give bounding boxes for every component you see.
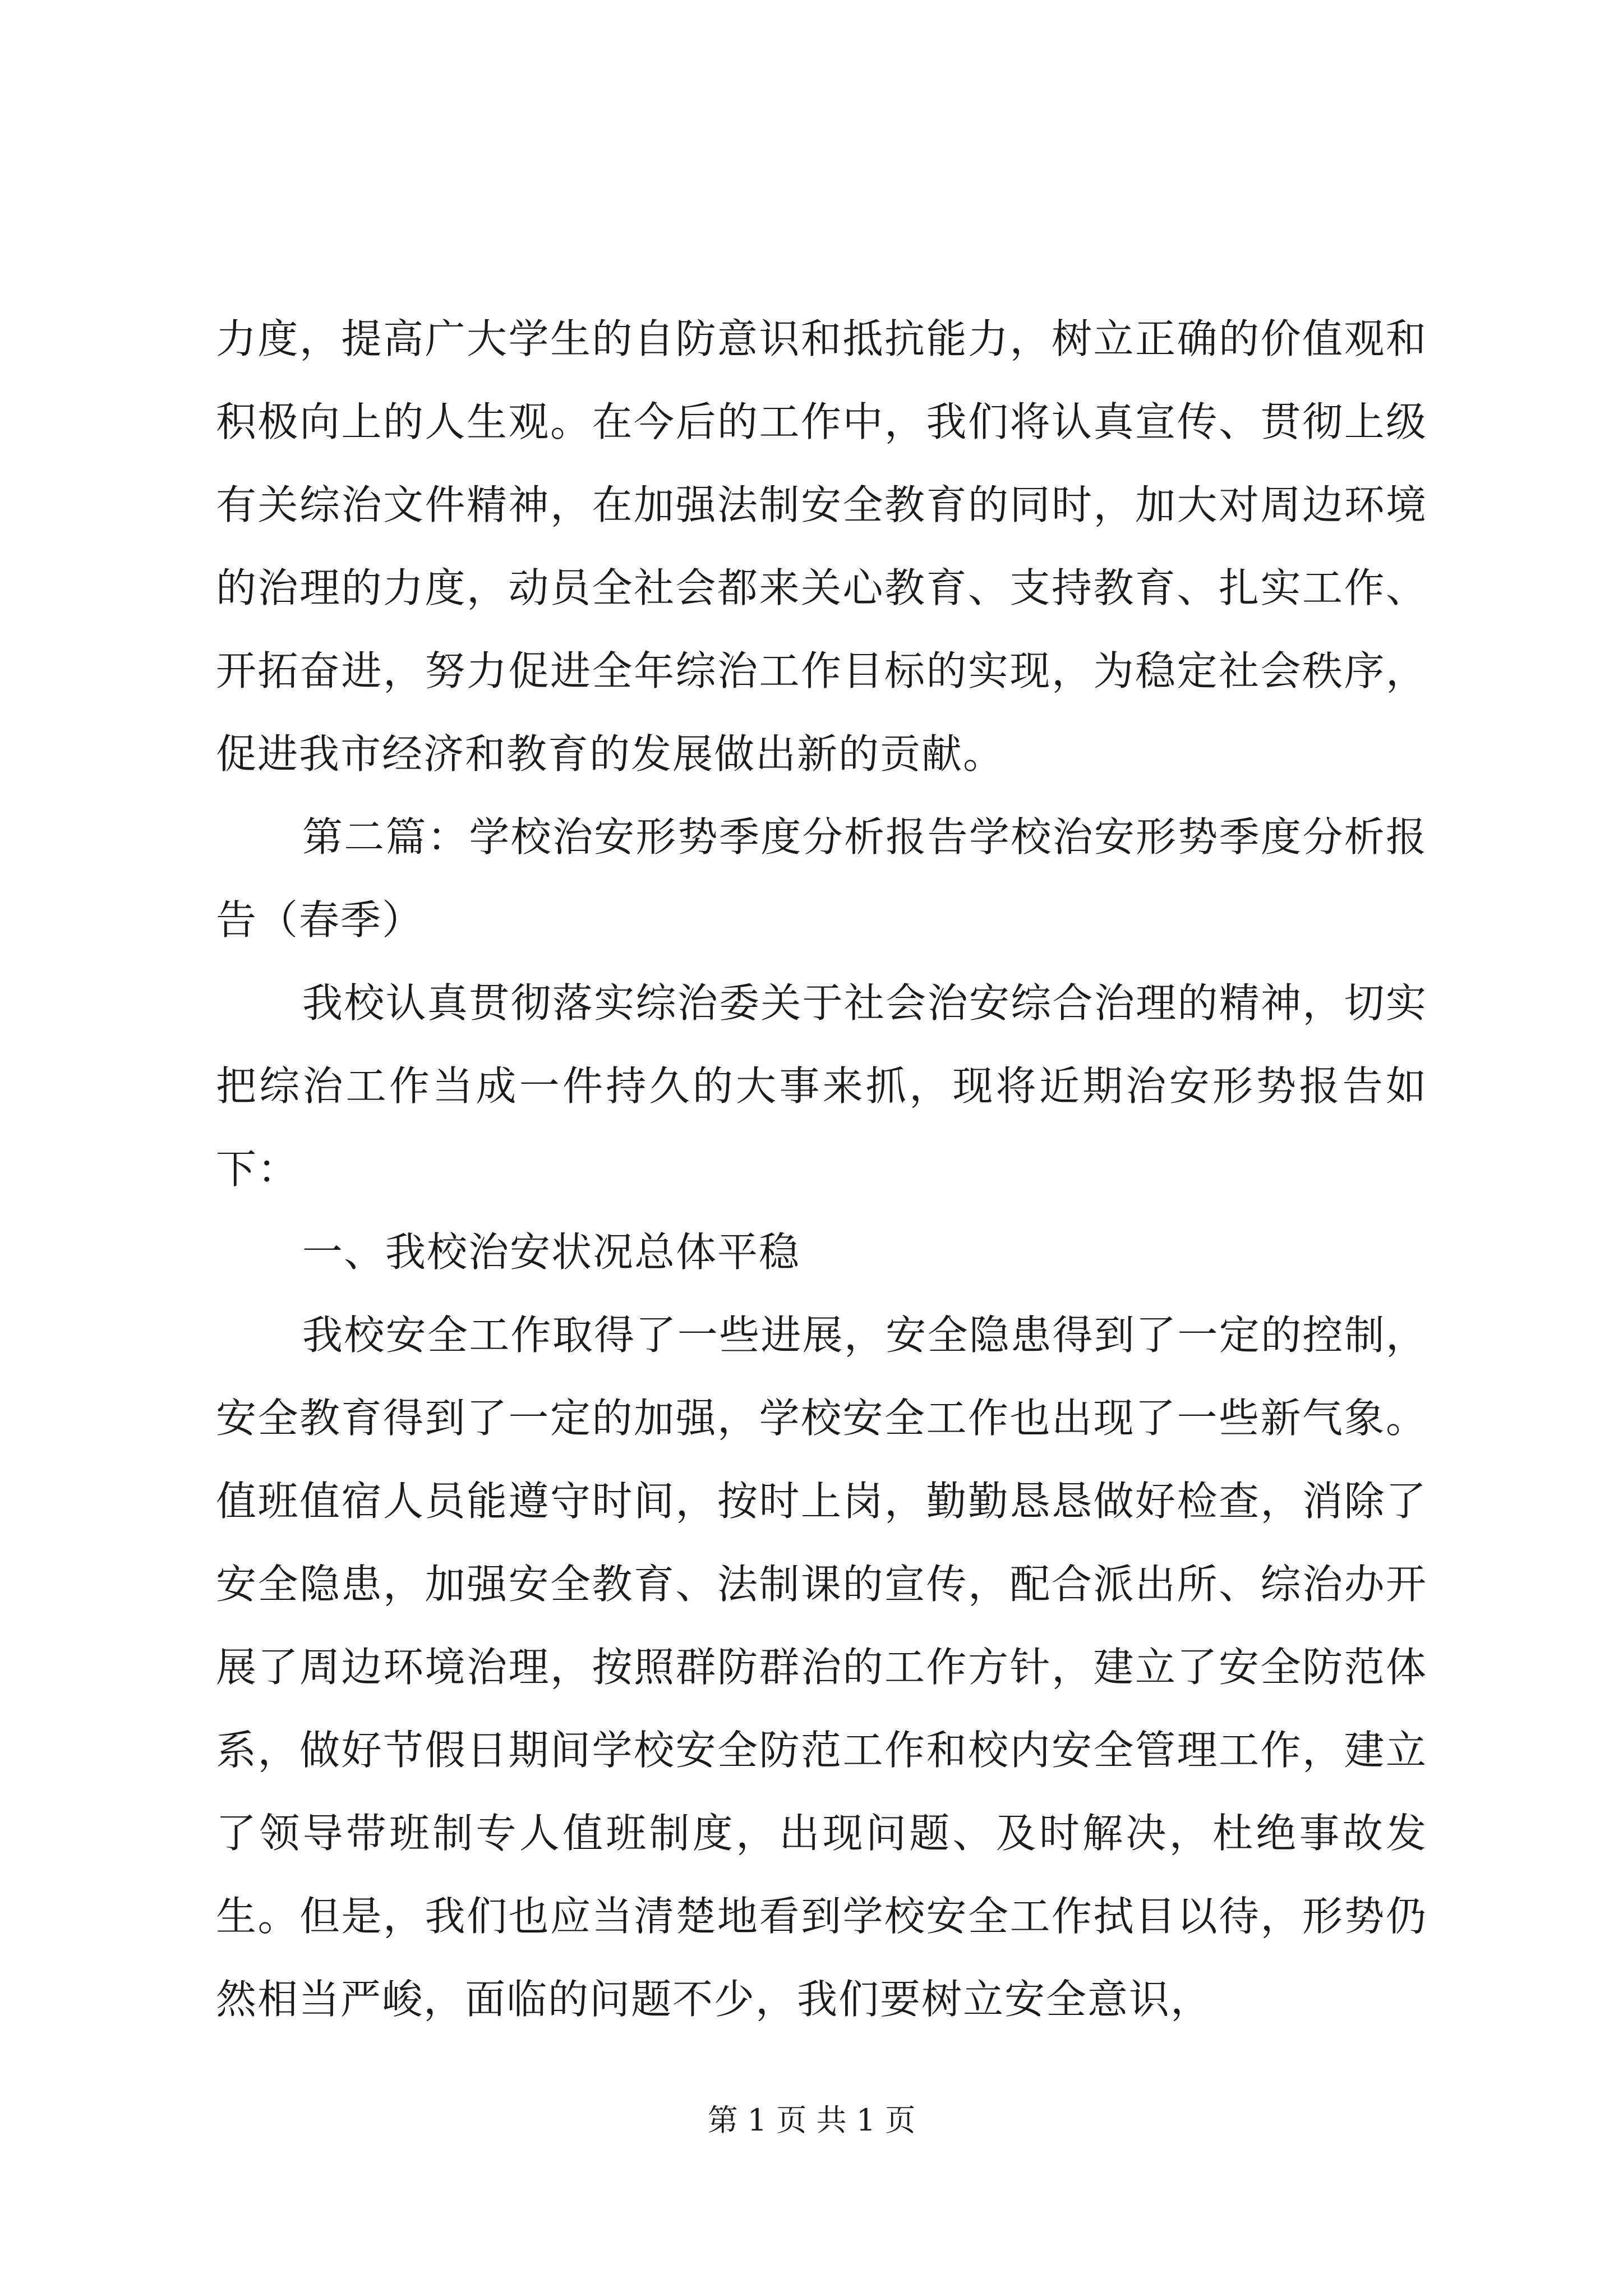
paragraph-security-progress: 我校安全工作取得了一些进展，安全隐患得到了一定的控制，安全教育得到了一定的加强，学校安全工作也出现了一些新气象。值班值宿人员能遵守时间，按时上岗，勤勤恳恳做好检查，消除了安全隐患，加强安全教育、法制课的宣传，配合派出所、综治办开展了周边环境治理，按照群防群治的工作方针，建立了安全防范体系，做好节假日期间学校安全防范工作和校内安全管理工作，建立了领导带班制专人值班制度，出现问题、及时解决，杜绝事故发生。但是，我们也应当清楚地看到学校安全工作拭目以待，形势仍然相当严峻，面临的问题不少，我们要树立安全意识， <box>216 1312 1427 2023</box>
paragraph-continuation: 力度，提高广大学生的自防意识和抵抗能力，树立正确的价值观和积极向上的人生观。在今后的工作中，我们将认真宣传、贯彻上级有关综治文件精神，在加强法制安全教育的同时，加大对周边环境的治理的力度，动员全社会都来关心教育、支持教育、扎实工作、开拓奋进，努力促进全年综治工作目标的实现，为稳定社会秩序，促进我市经济和教育的发展做出新的贡献。 <box>216 315 1427 777</box>
body-text <box>216 297 1427 2041</box>
paragraph-intro: 我校认真贯彻落实综治委关于社会治安综合治理的精神，切实把综治工作当成一件持久的大事来抓，现将近期治安形势报告如下： <box>216 979 1427 1193</box>
section-heading-second-article: 第二篇：学校治安形势季度分析报告学校治安形势季度分析报告（春季） <box>216 813 1427 944</box>
page-footer: 第 1 页 共 1 页 <box>707 2102 916 2138</box>
subheading-security-status: 一、我校治安状况总体平稳 <box>302 1228 801 1276</box>
